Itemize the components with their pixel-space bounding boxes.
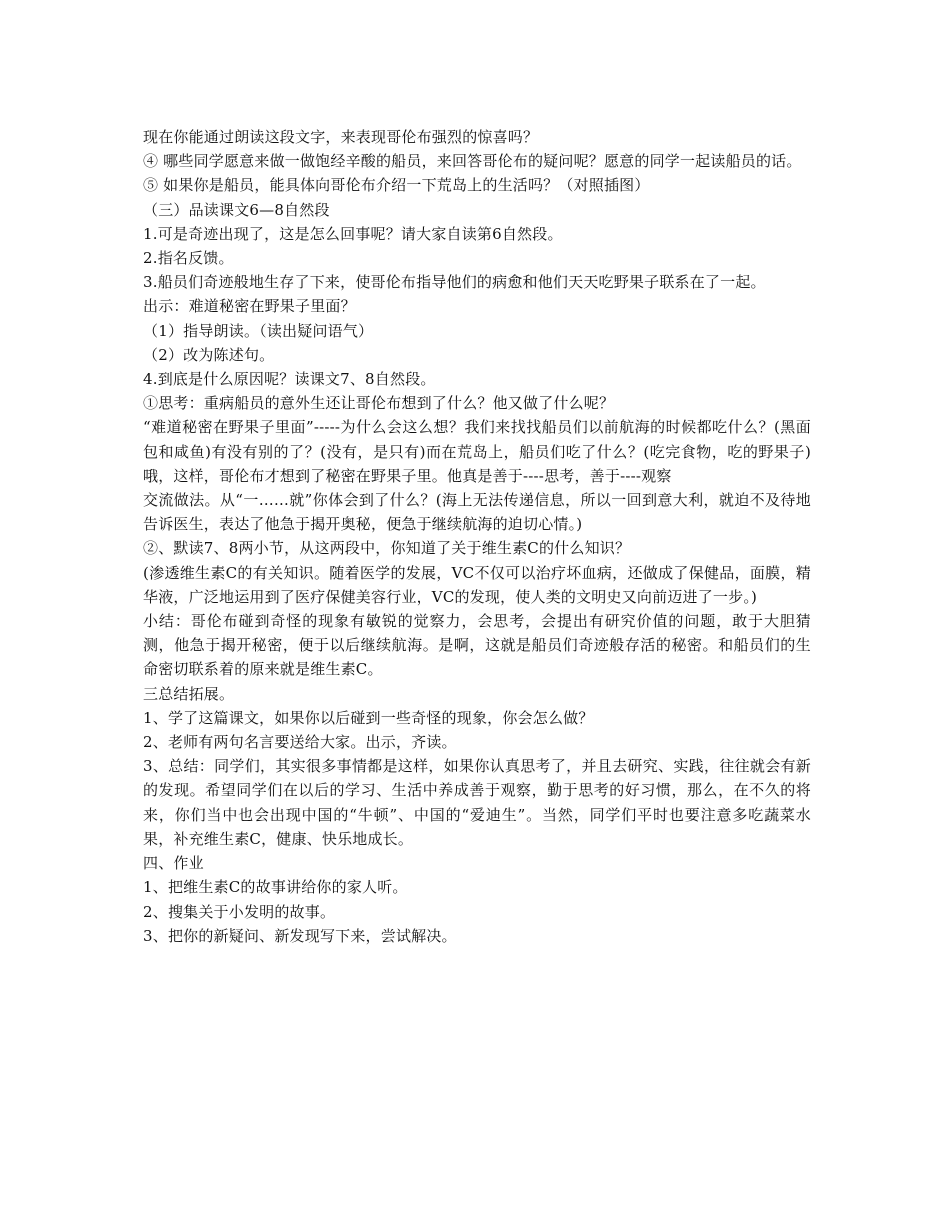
paragraph: 3、把你的新疑问、新发现写下来，尝试解决。 xyxy=(143,926,457,945)
paragraph: （1）指导朗读。（读出疑问语气） xyxy=(143,321,374,340)
paragraph: 3.船员们奇迹般地生存了下来，使哥伦布指导他们的病愈和他们天天吃野果子联系在了一起。 xyxy=(143,273,766,292)
paragraph: 交流做法。从“一……就”你体会到了什么？(海上无法传递信息，所以一回到意大利，就迫不及待地告诉医生，表达了他急于揭开奥秘，便急于继续航海的迫切心情。) xyxy=(143,491,811,534)
section-heading: 三总结拓展。 xyxy=(143,684,235,703)
paragraph: 1、学了这篇课文，如果你以后碰到一些奇怪的现象，你会怎么做？ xyxy=(143,708,594,727)
section-heading: 四、作业 xyxy=(143,854,204,873)
paragraph: 出示：难道秘密在野果子里面？ xyxy=(143,297,356,316)
paragraph: 1、把维生素C的故事讲给你的家人听。 xyxy=(143,878,408,897)
section-heading: （三）品读课文6—8自然段 xyxy=(143,200,330,219)
paragraph: （2）改为陈述句。 xyxy=(143,345,275,364)
paragraph: ④ 哪些同学愿意来做一做饱经辛酸的船员，来回答哥伦布的疑问呢？愿意的同学一起读船员的话。 xyxy=(143,152,802,171)
paragraph: ②、默读7、8两小节，从这两段中，你知道了关于维生素C的什么知识？ xyxy=(143,539,631,558)
paragraph: 2、老师有两句名言要送给大家。出示，齐读。 xyxy=(143,733,457,752)
paragraph: 2.指名反馈。 xyxy=(143,249,234,268)
paragraph: 4.到底是什么原因呢？读课文7、8自然段。 xyxy=(143,370,436,389)
paragraph: 2、搜集关于小发明的故事。 xyxy=(143,902,336,921)
paragraph: (渗透维生素C的有关知识。随着医学的发展，VC不仅可以治疗坏血病，还做成了保健品，面膜，精华液，广泛地运用到了医疗保健美容行业，VC的发现，使人类的文明史又向前迈进了一步。) xyxy=(143,563,811,606)
paragraph: 小结：哥伦布碰到奇怪的现象有敏锐的觉察力，会思考，会提出有研究价值的问题，敢于大胆猜测，他急于揭开秘密，便于以后继续航海。是啊，这就是船员们奇迹般存活的秘密。和船员们的生命密切联系着的原来就是维生素C。 xyxy=(143,612,811,679)
document-body xyxy=(143,125,811,948)
paragraph: 3、总结：同学们，其实很多事情都是这样，如果你认真思考了，并且去研究、实践，往往就会有新的发现。希望同学们在以后的学习、生活中养成善于观察，勤于思考的好习惯，那么，在不久的将来，你们当中也会出现中国的“牛顿”、中国的“爱迪生”。当然，同学们平时也要注意多吃蔬菜水果，补充维生素C，健康、快乐地成长。 xyxy=(143,757,811,848)
paragraph: ①思考：重病船员的意外生还让哥伦布想到了什么？他又做了什么呢？ xyxy=(143,394,615,413)
paragraph: “难道秘密在野果子里面”-----为什么会这么想？我们来找找船员们以前航海的时候都吃什么？(黑面包和咸鱼)有没有别的了？(没有，是只有)而在荒岛上，船员们吃了什么？(吃完食物，吃的野果子)哦，这样，哥伦布才想到了秘密在野果子里。他真是善于----思考，善于----观察 xyxy=(143,418,811,485)
paragraph: 1.可是奇迹出现了，这是怎么回事呢？请大家自读第6自然段。 xyxy=(143,224,563,243)
paragraph: 现在你能通过朗读这段文字，来表现哥伦布强烈的惊喜吗？ xyxy=(143,128,539,146)
paragraph: ⑤ 如果你是船员，能具体向哥伦布介绍一下荒岛上的生活吗？（对照插图） xyxy=(143,176,650,195)
